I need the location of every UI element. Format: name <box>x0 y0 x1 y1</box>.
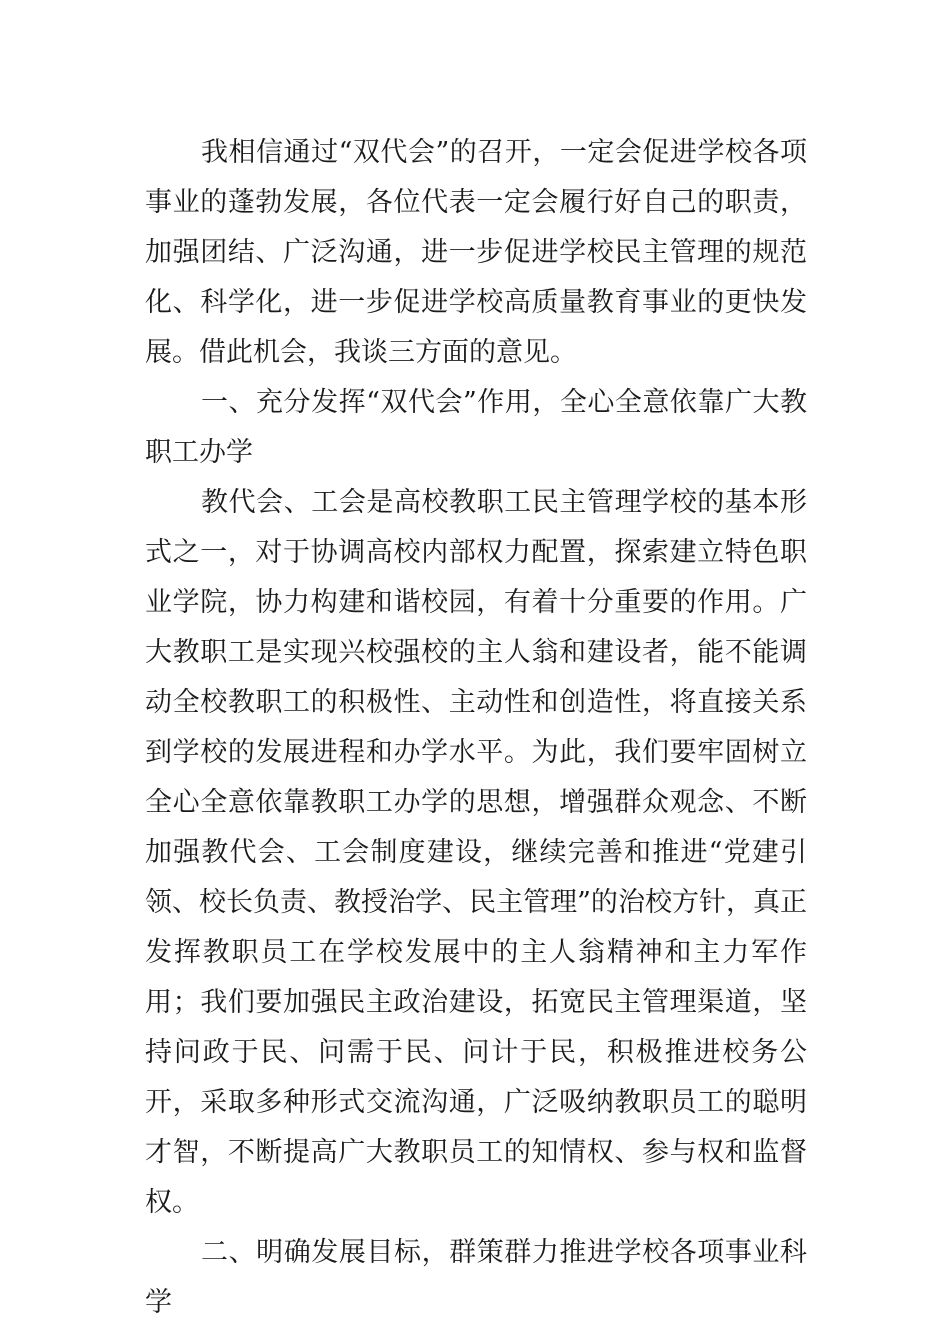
paragraph-intro: 我相信通过“双代会”的召开，一定会促进学校各项事业的蓬勃发展，各位代表一定会履行好自己的职责，加强团结、广泛沟通，进一步促进学校民主管理的规范化、科学化，进一步促进学校高质量教育事业的更快发展。借此机会，我谈三方面的意见。 <box>145 137 807 368</box>
body-text <box>145 128 807 1328</box>
paragraph-section-1: 教代会、工会是高校教职工民主管理学校的基本形式之一，对于协调高校内部权力配置，探索建立特色职业学院，协力构建和谐校园，有着十分重要的作用。广大教职工是实现兴校强校的主人翁和建设者，能不能调动全校教职工的积极性、主动性和创造性，将直接关系到学校的发展进程和办学水平。为此，我们要牢固树立全心全意依靠教职工办学的思想，增强群众观念、不断加强教代会、工会制度建设，继续完善和推进“党建引领、校长负责、教授治学、民主管理”的治校方针，真正发挥教职员工在学校发展中的主人翁精神和主力军作用；我们要加强民主政治建设，拓宽民主管理渠道，坚持问政于民、问需于民、问计于民，积极推进校务公开，采取多种形式交流沟通，广泛吸纳教职员工的聪明才智，不断提高广大教职员工的知情权、参与权和监督权。 <box>145 487 807 1218</box>
section-heading-2: 二、明确发展目标，群策群力推进学校各项事业科学 <box>145 1237 807 1318</box>
section-heading-1: 一、充分发挥“双代会”作用，全心全意依靠广大教职工办学 <box>145 387 807 468</box>
